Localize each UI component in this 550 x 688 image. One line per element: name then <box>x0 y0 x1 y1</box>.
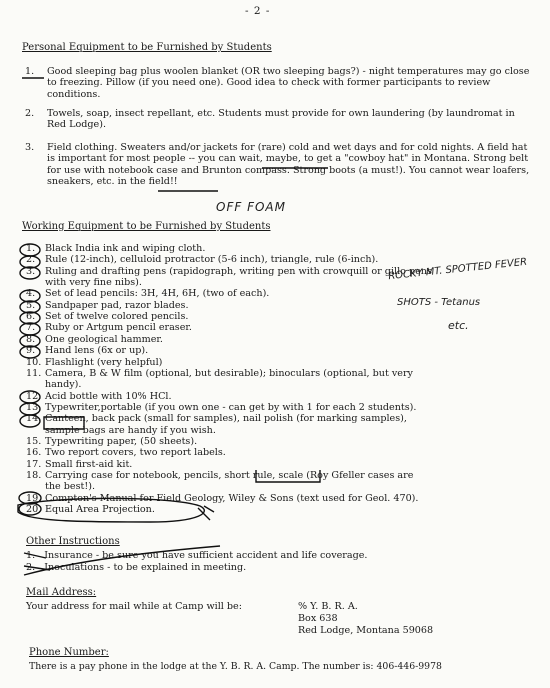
working-item <box>26 322 192 333</box>
working-item <box>26 266 432 277</box>
working-item <box>26 368 413 379</box>
item-text: Field clothing. Sweaters and/or jackets for (rare) cold and wet days and for cold nights. A field hat is important for most people -- you can wait, maybe, to get a "cowboy hat" in Montana. Strong belt for use with notebook case and Brunton compass. Strong boots (a must!). You cannot wear loafers, sneakers, etc. in the field!! <box>47 142 530 187</box>
working-item <box>26 470 413 481</box>
item-text: Typewriter,portable (if you own one - can get by with 1 for each 2 students). <box>45 401 417 413</box>
item-number: 7. <box>26 322 36 334</box>
working-item <box>26 288 269 299</box>
other-instructions-heading: Other Instructions <box>26 536 120 547</box>
handwritten-off-foam: OFF FOAM <box>216 200 286 214</box>
item-number: 6. <box>26 311 36 323</box>
handwritten-note-fever: ROCKY MT. SPOTTED FEVER <box>387 256 528 283</box>
handwritten-note-etc: etc. <box>448 319 469 332</box>
handwritten-note-shots: SHOTS - Tetanus <box>397 297 481 308</box>
working-item <box>26 277 142 288</box>
working-equipment-heading: Working Equipment to be Furnished by Students <box>22 221 271 232</box>
item-number: 14. <box>26 413 42 425</box>
working-item <box>26 334 163 345</box>
item-text: Ruby or Artgum pencil eraser. <box>45 322 192 334</box>
item-text: Ruling and drafting pens (rapidograph, writing pen with crowquill or gillo pens <box>45 265 432 277</box>
item-text: Hand lens (6x or up). <box>45 345 149 357</box>
mail-address-line3: Red Lodge, Montana 59068 <box>298 625 434 636</box>
item-text: with very fine nibs). <box>45 277 142 289</box>
item-number: 19. <box>26 492 42 504</box>
other-item <box>26 550 367 561</box>
item-text: Camera, B & W film (optional, but desirable); binoculars (optional, but very <box>45 367 413 379</box>
item-text: Set of twelve colored pencils. <box>45 311 189 323</box>
phone-number-heading: Phone Number: <box>29 647 109 658</box>
working-item <box>26 413 407 424</box>
item-number: 1. <box>25 66 35 77</box>
item-number: 10. <box>26 356 42 368</box>
working-item <box>26 357 162 368</box>
working-item <box>26 493 418 504</box>
working-item <box>26 425 216 436</box>
working-item <box>26 243 205 254</box>
working-item <box>26 300 189 311</box>
item-text: Acid bottle with 10% HCl. <box>45 390 172 402</box>
mail-address-line2: Box 638 <box>298 613 338 624</box>
item-text: Good sleeping bag plus woolen blanket (OR two sleeping bags?) - night temperatures may go close to freezing. Pillow (if you need one). Good idea to check with former participants to review conditions. <box>47 66 530 100</box>
item-text: Small first-aid kit. <box>45 458 133 470</box>
item-number: 2. <box>26 562 36 573</box>
item-text: Rule (12-inch), celluloid protractor (5-6 inch), triangle, rule (6-inch). <box>45 254 379 266</box>
item-number: 3. <box>26 265 36 277</box>
working-item <box>26 379 81 390</box>
item-text: Canteen, back pack (small for samples), nail polish (for marking samples), <box>45 413 407 425</box>
item-number: 15. <box>26 435 42 447</box>
working-item <box>26 481 95 492</box>
working-item <box>26 345 148 356</box>
item-number: 13. <box>26 401 42 413</box>
item-text: Two report covers, two report labels. <box>45 447 226 459</box>
item-number: 20. <box>26 504 42 516</box>
item-number: 12. <box>26 390 42 402</box>
working-item <box>26 391 172 402</box>
item-text: Towels, soap, insect repellant, etc. Students must provide for own laundering (by laundromat in Red Lodge). <box>47 108 515 131</box>
personal-equipment-heading: Personal Equipment to be Furnished by Students <box>22 42 272 53</box>
item-text: Flashlight (very helpful) <box>45 356 163 368</box>
item-number: 2. <box>25 108 35 119</box>
item-text: Compton's Manual for Field Geology, Wiley & Sons (text used for Geol. 470). <box>45 492 419 504</box>
page-number: - 2 - <box>245 5 271 17</box>
working-item <box>26 311 188 322</box>
mail-address-lead: Your address for mail while at Camp will be: <box>26 601 242 612</box>
squiggle-mark <box>198 506 214 520</box>
working-item <box>26 459 132 470</box>
item-text: handy). <box>45 379 82 391</box>
working-item <box>26 402 416 413</box>
item-text: Sandpaper pad, razor blades. <box>45 299 189 311</box>
item-number: 17. <box>26 458 42 470</box>
item-text: Inoculations - to be explained in meeting. <box>44 562 247 573</box>
other-item <box>26 562 246 573</box>
item-number: 18. <box>26 470 42 481</box>
item-number: 3. <box>25 142 35 153</box>
item-text: sample bags are handy if you wish. <box>45 424 216 436</box>
item-number: 8. <box>26 333 36 345</box>
item-text: Set of lead pencils: 3H, 4H, 6H, (two of each). <box>45 288 270 300</box>
item-text: Typewriting paper, (50 sheets). <box>45 435 198 447</box>
working-item <box>26 447 226 458</box>
item-number: 1. <box>26 243 36 254</box>
item-text: Equal Area Projection. <box>45 504 155 516</box>
mail-address-line1: % Y. B. R. A. <box>298 601 358 612</box>
mail-address-heading: Mail Address: <box>26 587 97 598</box>
item-text: Carrying case for notebook, pencils, short rule, scale (Roy Gfeller cases are <box>45 470 414 481</box>
item-number: 16. <box>26 447 42 459</box>
item-number: 5. <box>26 299 36 311</box>
item-text: the best!). <box>45 481 96 493</box>
item-number: 4. <box>26 288 36 300</box>
working-item <box>26 436 197 447</box>
item-text: Black India ink and wiping cloth. <box>45 243 206 254</box>
item-number: 1. <box>26 550 36 561</box>
item-number: 2. <box>26 254 36 266</box>
item-text: One geological hammer. <box>45 333 163 345</box>
working-item <box>26 504 155 515</box>
item-number: 11. <box>26 367 42 379</box>
item-number: 9. <box>26 345 36 357</box>
item-text: Insurance - be sure you have sufficient accident and life coverage. <box>44 550 368 561</box>
working-item <box>26 254 378 265</box>
phone-number-text: There is a pay phone in the lodge at the Y. B. R. A. Camp. The number is: 406-446-9978 <box>29 661 442 672</box>
